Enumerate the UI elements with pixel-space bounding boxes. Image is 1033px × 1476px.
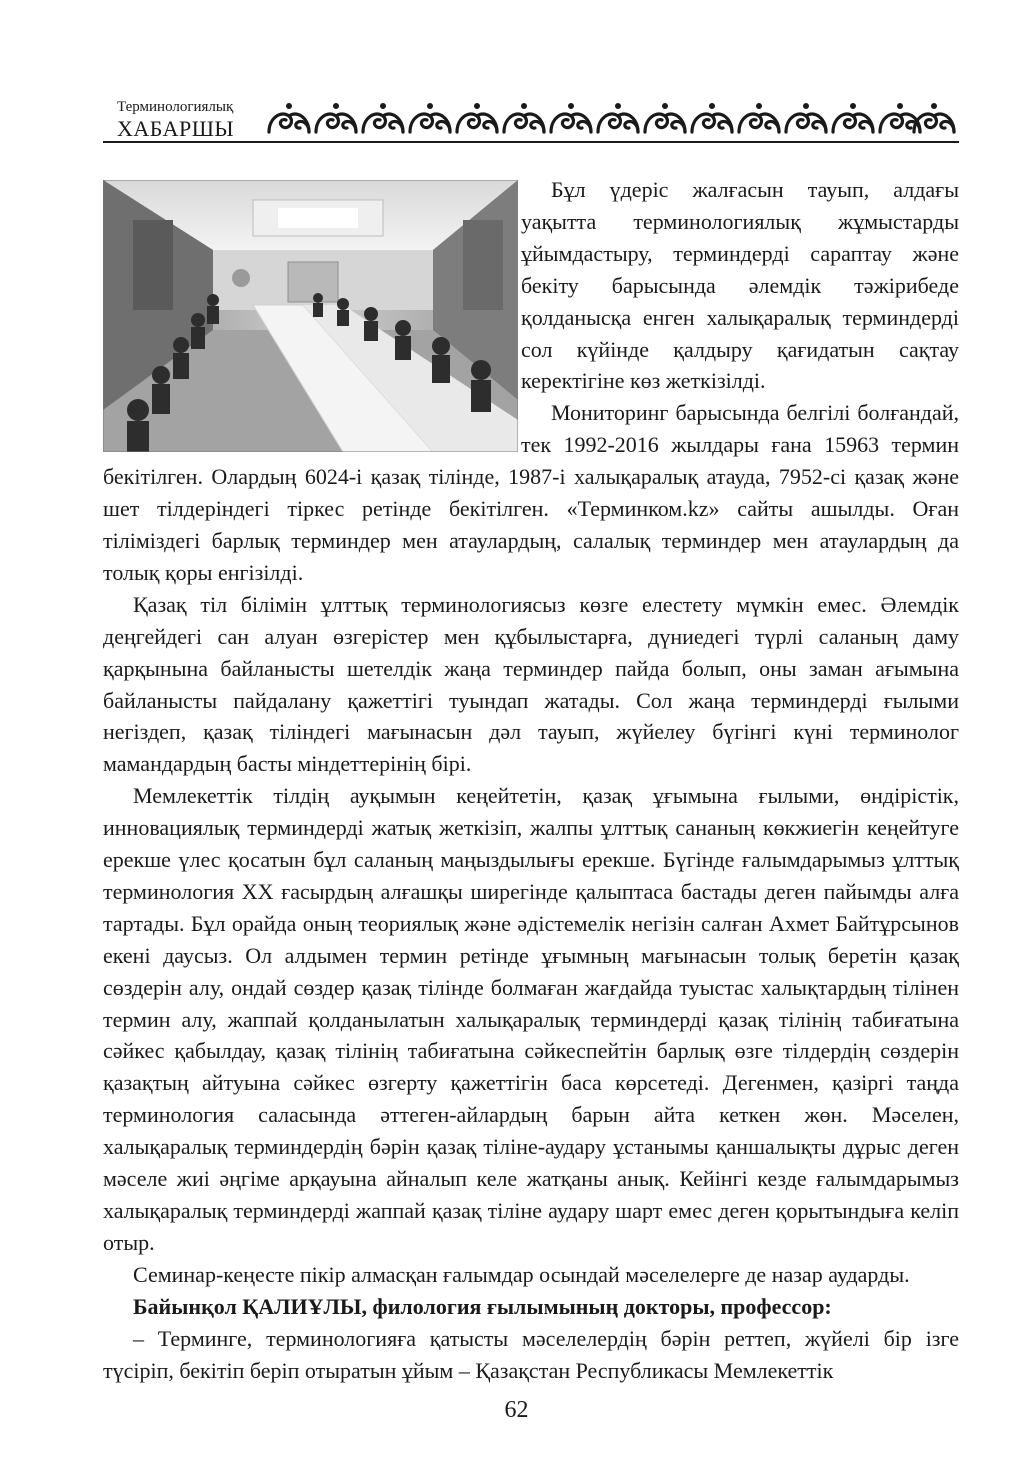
paragraph: Мемлекеттік тілдің ауқымын кеңейтетін, қазақ ұғымына ғылыми, өндірістік, инновациялық терминдерді жатық жеткізіп, жалпы ұлттық сананың көкжиегін кеңейтуге ерекше үлес қосатын бұл саланың маңыздылығы ерекше. Бүгінде ғалымдарымыз ұлттық терминология ХХ ғасырдың алғашқы ширегінде қалыптаса бастады деген пайымды алға тартады. Бұл орайда оның теориялық және әдістемелік негізін салған Ахмет Байтұрсынов екені даусыз. Ол алдымен термин ретінде ұғымның мағынасын толық беретін қазақ сөздерін алу, ондай сөздер қазақ тілінде болмаған жағдайда туыстас халықтардың тілінен термин алу, жаппай қолданылатын халықаралық терминдерді қазақ тілінің табиғатына сәйкес қабылдау, қазақ тілінің табиғатына сәйкеспейтін барлық өзге тілдердің сөздерін қазақтың айтуына сәйкес өзгерту қажеттігін баса көрсетеді. Дегенмен, қазіргі таңда терминология саласында әттеген-айлардың барын айта кеткен жөн. Мәселен, халықаралық терминдердің бәрін қазақ тіліне-аудару ұстанымы қаншалықты дұрыс деген мәселе жиі әңгіме арқауына айналып келе жатқаны анық. Кейінгі кезде ғалымдарымыз халықаралық терминдерді жаппай қазақ тіліне аудару шарт емес деген қорытындыға келіп отыр.: [103, 783, 959, 1255]
page-number: 62: [504, 1397, 529, 1423]
speaker-heading: Байынқол ҚАЛИҰЛЫ, филология ғылымының докторы, профессор:: [133, 1293, 832, 1319]
paragraph: Семинар-кеңесте пікір алмасқан ғалымдар осындай мәселелерге де назар аударды.: [133, 1261, 910, 1287]
journal-title-big: ХАБАРШЫ: [117, 116, 235, 141]
header-rule: [103, 141, 959, 143]
journal-title-small: Терминологиялық: [117, 99, 234, 115]
paragraph: Бұл үдеріс жалғасын тауып, алдағы уақытта терминологиялық жұмыстарды ұйымдастыру, терминдерді сараптау және бекіту барысында әлемдік тәжірибеде қолданысқа енген халықаралық терминдерді сол күйінде қалдыру қағидатын сақтау керектігіне көз жеткізілді.: [521, 177, 959, 394]
paragraph: Қазақ тіл білімін ұлттық терминологиясыз көзге елестету мүмкін емес. Әлемдік деңгейдегі сан алуан өзгерістер мен құбылыстарға, дүниедегі түрлі саланың даму қарқынына байланысты шетелдік жаңа терминдер пайда болып, оны заман ағымына байланысты пайдалану қажеттігі туындап жатады. Сол жаңа терминдерді ғылыми негіздеп, қазақ тіліндегі мағынасын дәл тауып, жүйелеу бүгінгі күні терминолог мамандардың басты міндеттерінің бірі.: [103, 591, 959, 777]
article-body: [103, 174, 959, 1386]
paragraph: Мониторинг барысында белгілі болғандай, тек 1992-2016 жылдары ғана 15963 термин бекітілген. Олардың 6024-і қазақ тілінде, 1987-і халықаралық атауда, 7952-сі қазақ және шет тілдеріндегі тіркес ретінде бекітілген. «Терминком.kz» сайты ашылды. Оған тіліміздегі барлық терминдер мен атаулардың, салалық терминдер мен атаулардың да толық қоры енгізілді.: [103, 400, 959, 585]
photo-spacer: [103, 174, 521, 461]
ornament-band-icon: [265, 100, 959, 138]
journal-title: [117, 100, 234, 140]
speaker-paragraph: – Терминге, терминологияға қатысты мәселелердің бәрін реттеп, жүйелі бір ізге түсіріп, бекітіп беріп отыратын ұйым – Қазақстан Республикасы Мемлекеттік: [103, 1325, 959, 1383]
running-header: [103, 98, 959, 146]
